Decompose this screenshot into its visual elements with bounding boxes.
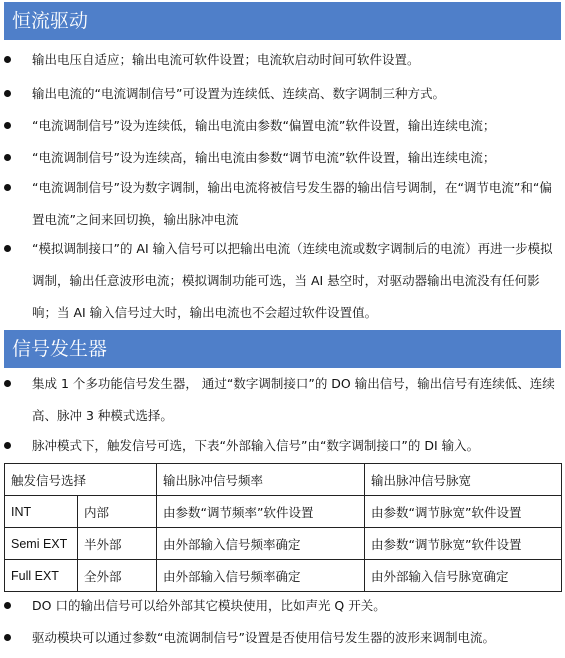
list-item-text: “电流调制信号”设为连续高，输出电流由参数“调节电流”软件设置，输出连续电流； (32, 150, 496, 165)
table-header-cell: 触发信号选择 (5, 464, 157, 496)
list-item (4, 590, 560, 622)
table-cell: 由参数“调节脉宽”软件设置 (365, 496, 562, 528)
list-item (4, 78, 560, 110)
list-item (4, 44, 560, 76)
table-header-cell: 输出脉冲信号脉宽 (365, 464, 562, 496)
list-item (4, 142, 560, 174)
table-cell: 内部 (78, 496, 157, 528)
list-item (4, 430, 560, 462)
table-cell: Full EXT (5, 560, 78, 592)
bullet-icon (4, 184, 11, 191)
list-item-text: 输出电压自适应；输出电流可软件设置；电流软启动时间可软件设置。 (32, 52, 420, 67)
list-item-text: 集成 1 个多功能信号发生器， 通过“数字调制接口”的 DO 输出信号，输出信号有连续低、连续高、脉冲 3 种模式选择。 (32, 376, 555, 423)
list-item-text: 输出电流的“电流调制信号”可设置为连续低、连续高、数字调制三种方式。 (32, 86, 445, 101)
list-item-text: DO 口的输出信号可以给外部其它模块使用，比如声光 Q 开关。 (32, 598, 386, 613)
table-cell: 由参数“调节频率”软件设置 (157, 496, 365, 528)
table-cell: 半外部 (78, 528, 157, 560)
table-row (5, 560, 562, 592)
section-title-constant-current: 恒流驱动 (4, 2, 561, 40)
table-row (5, 496, 562, 528)
list-item-text: 驱动模块可以通过参数“电流调制信号”设置是否使用信号发生器的波形来调制电流。 (32, 630, 495, 645)
bullet-icon (4, 122, 11, 129)
list-item (4, 172, 560, 236)
section-title-signal-generator: 信号发生器 (4, 330, 561, 368)
list-item-text: “模拟调制接口”的 AI 输入信号可以把输出电流（连续电流或数字调制后的电流）再进一步模拟调制，输出任意波形电流；模拟调制功能可选，当 AI 悬空时，对驱动器输出电流没有任何影响；当 AI 输入信号过大时，输出电流也不会超过软件设置值。 (32, 241, 553, 320)
list-item-text: “电流调制信号”设为数字调制，输出电流将被信号发生器的输出信号调制，在“调节电流”和“偏置电流”之间来回切换，输出脉冲电流 (32, 180, 552, 227)
bullet-icon (4, 442, 11, 449)
bullet-icon (4, 90, 11, 97)
trigger-signal-table (4, 463, 562, 592)
table-row (5, 528, 562, 560)
table-cell: 由外部输入信号频率确定 (157, 560, 365, 592)
table-cell: 由参数“调节脉宽”软件设置 (365, 528, 562, 560)
table-cell: 全外部 (78, 560, 157, 592)
table-header-row (5, 464, 562, 496)
table-header-cell: 输出脉冲信号频率 (157, 464, 365, 496)
table-cell: 由外部输入信号频率确定 (157, 528, 365, 560)
bullet-icon (4, 154, 11, 161)
list-item-text: “电流调制信号”设为连续低，输出电流由参数“偏置电流”软件设置，输出连续电流； (32, 118, 496, 133)
bullet-icon (4, 602, 11, 609)
table-cell: 由外部输入信号脉宽确定 (365, 560, 562, 592)
bullet-icon (4, 56, 11, 63)
bullet-icon (4, 634, 11, 641)
bullet-icon (4, 380, 11, 387)
table-cell: Semi EXT (5, 528, 78, 560)
table-cell: INT (5, 496, 78, 528)
list-item (4, 233, 560, 329)
list-item (4, 110, 560, 142)
bullet-icon (4, 245, 11, 252)
list-item (4, 368, 560, 432)
list-item (4, 622, 560, 654)
list-item-text: 脉冲模式下，触发信号可选，下表“外部输入信号”由“数字调制接口”的 DI 输入。 (32, 438, 480, 453)
